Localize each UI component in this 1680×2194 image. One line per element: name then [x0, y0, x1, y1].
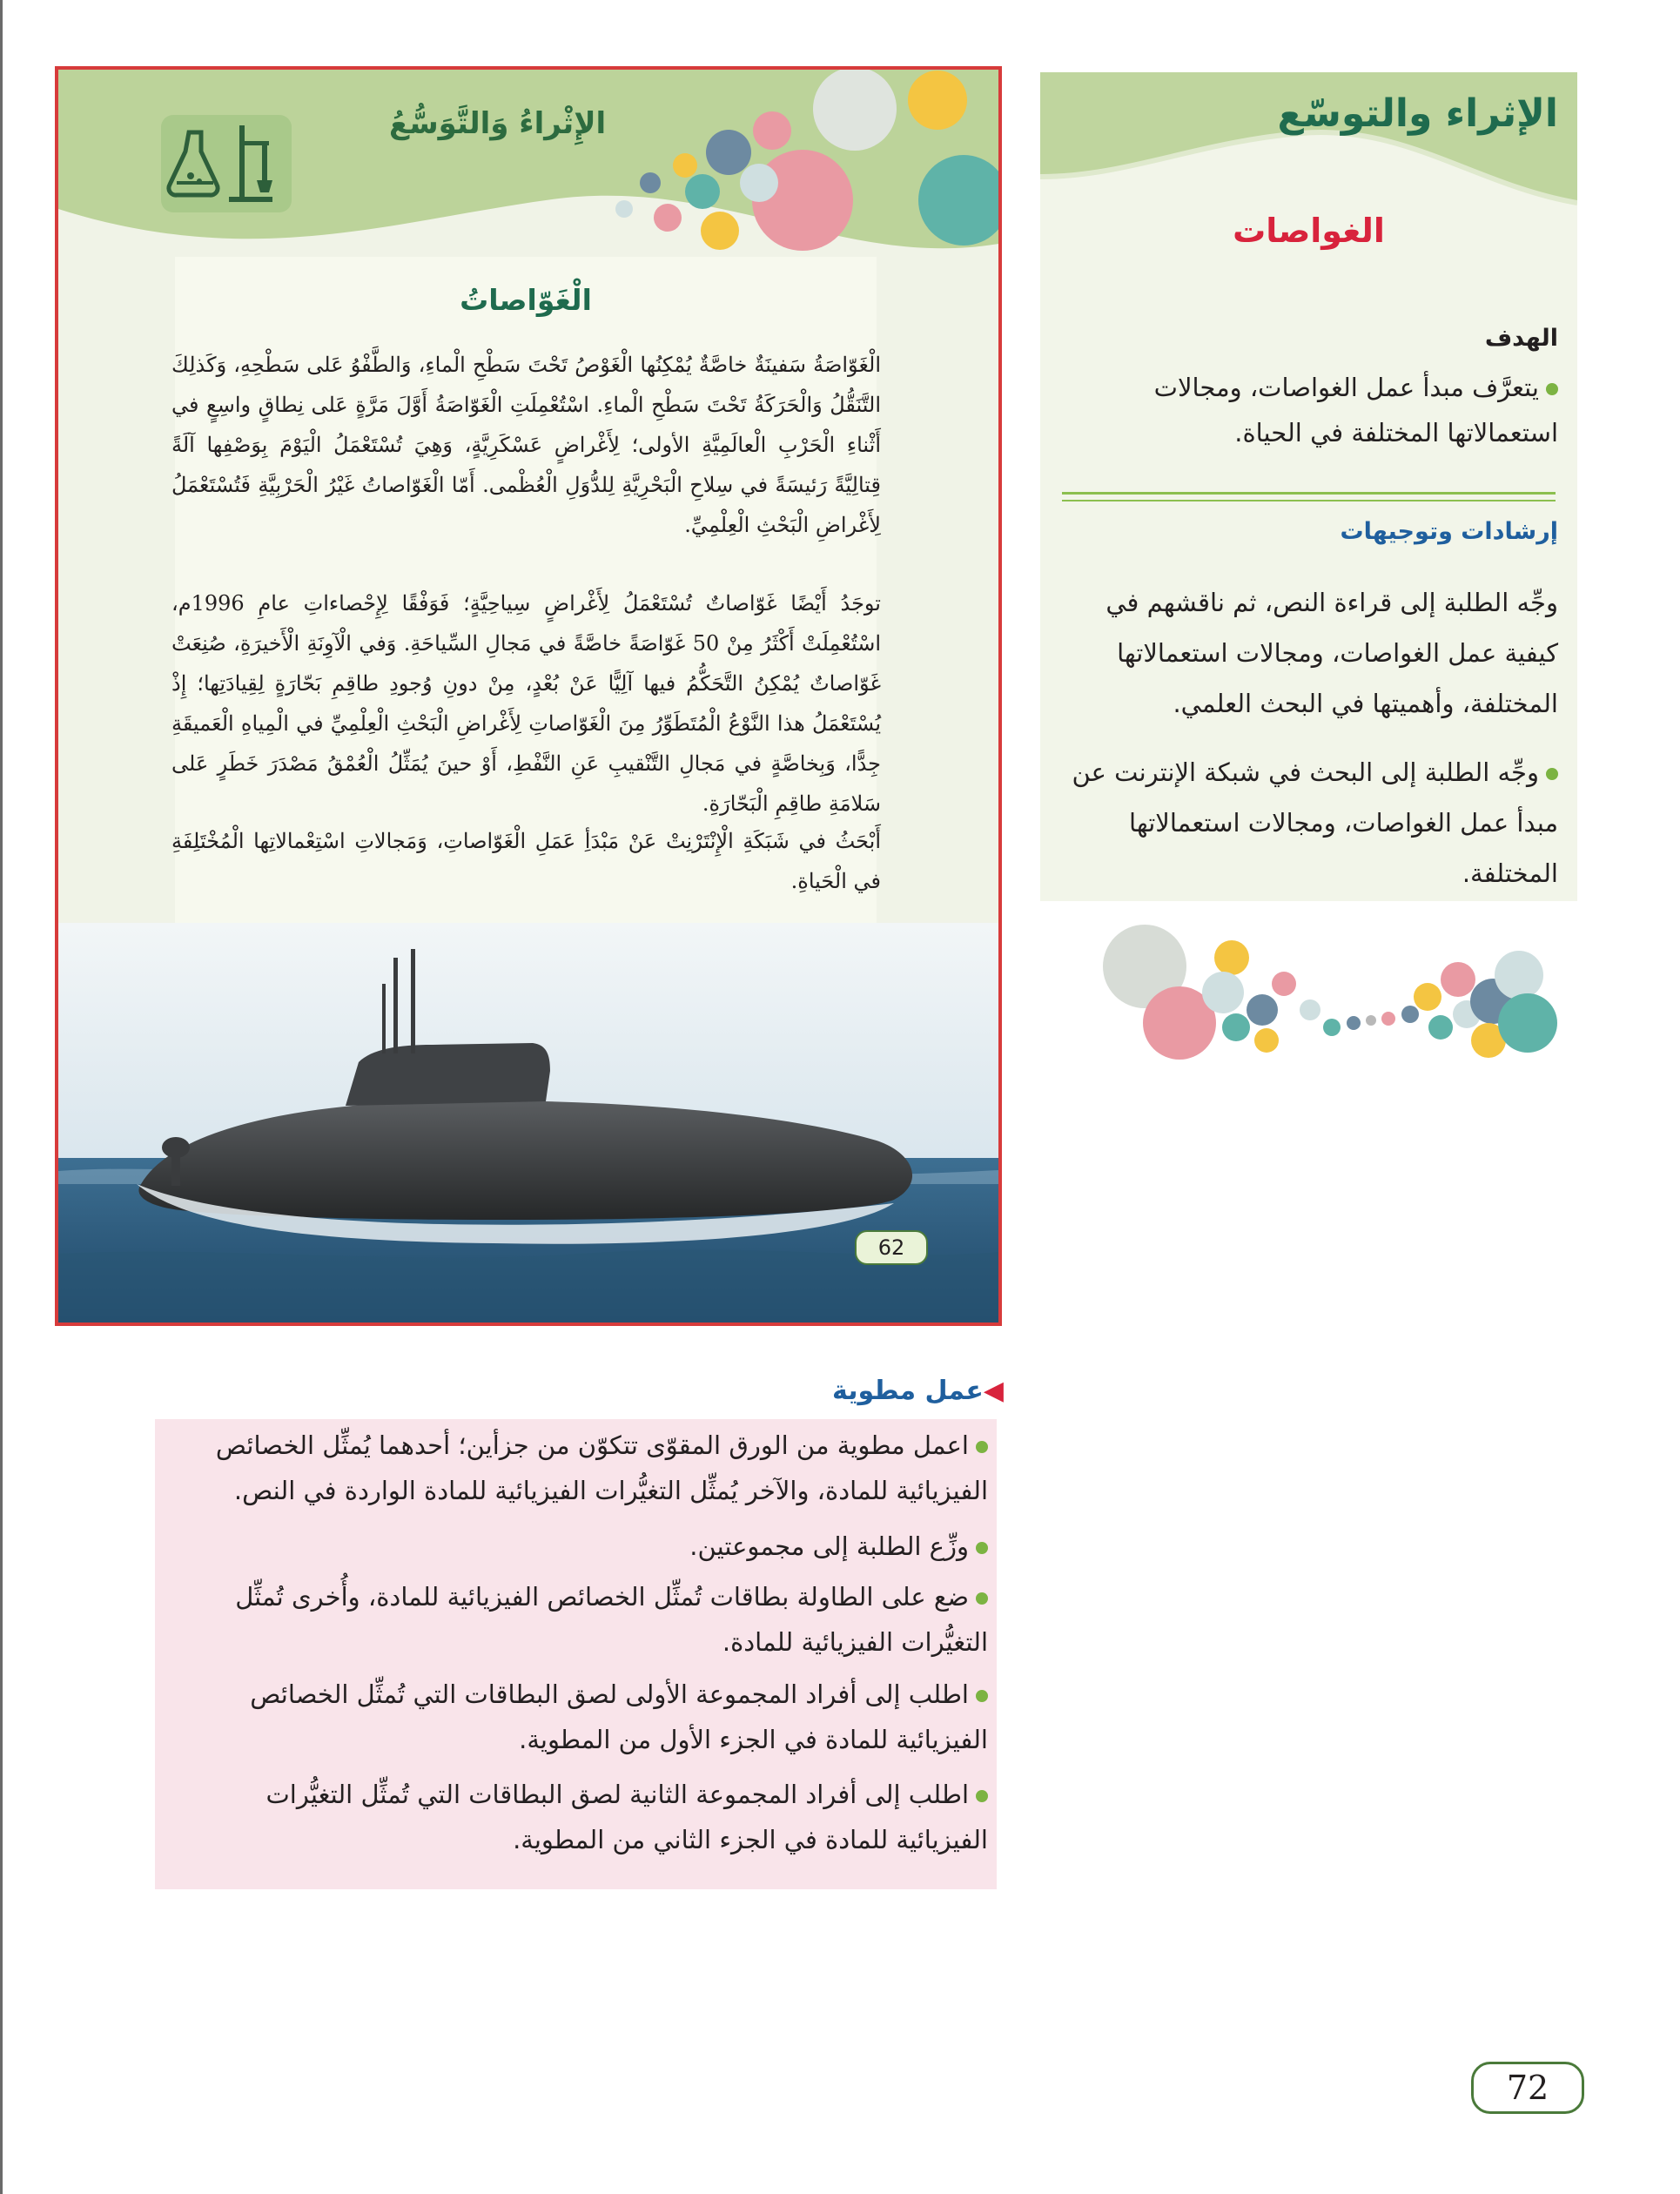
article-title: الْغَوّاصاتُ: [460, 283, 592, 317]
lab-flask-icon: [161, 115, 292, 212]
activity-item: [170, 1772, 988, 1862]
page-edge-line: [0, 0, 3, 2194]
page-number: 72: [1471, 2062, 1584, 2114]
activity-item-text: اطلب إلى أفراد المجموعة الثانية لصق البطاقات التي تُمثِّل التغيُّرات الفيزيائية للمادة في الجزء الثاني من المطوية.: [265, 1780, 988, 1854]
section-divider: [1062, 492, 1556, 501]
activity-item: [170, 1672, 988, 1762]
page-header-title: الإِثْراءُ وَالتَّوَسُّعُ: [389, 106, 607, 141]
guidance-paragraph: وجِّه الطلبة إلى قراءة النص، ثم ناقشهم في كيفية عمل الغواصات، ومجالات استعمالاتها المختلفة، وأهميتها في البحث العلمي.: [1105, 588, 1558, 718]
activity-title: [832, 1376, 1004, 1406]
bullet-icon: [976, 1690, 988, 1702]
activity-item: [170, 1574, 988, 1665]
student-page-number: 62: [855, 1230, 928, 1265]
guidance-heading: إرشادات وتوجيهات: [1340, 518, 1558, 545]
goal-text: يتعرَّف مبدأ عمل الغواصات، ومجالات استعمالاتها المختلفة في الحياة.: [1153, 373, 1558, 448]
teacher-sidebar: [1040, 72, 1577, 901]
activity-item-text: وزِّع الطلبة إلى مجموعتين.: [689, 1531, 969, 1561]
sidebar-subtitle: الغواصات: [1233, 212, 1385, 250]
goal-item: [1062, 365, 1558, 455]
activity-title-text: عمل مطوية: [832, 1376, 984, 1406]
activity-item-text: ضع على الطاولة بطاقات تُمثِّل الخصائص الفيزيائية للمادة، وأُخرى تُمثِّل التغيُّرات الفيزيائية للمادة.: [235, 1582, 988, 1657]
bullet-icon: [976, 1542, 988, 1554]
sidebar-title: الإثراء والتوسّع: [1277, 91, 1558, 136]
submarine-photo: [58, 923, 998, 1323]
guidance-item-text: وجِّه الطلبة إلى البحث في شبكة الإنترنت عن مبدأ عمل الغواصات، ومجالات استعمالاتها المختلفة.: [1072, 757, 1558, 888]
bubble-decoration: [1092, 923, 1562, 1071]
article-paragraph: الْغَوّاصَةُ سَفينَةٌ خاصَّةٌ يُمْكِنُها الْغَوْصُ تَحْتَ سَطْحِ الْماءِ، وَالطَّفْوُ عَلى سَطْحِهِ، وَكَذلِكَ التَّنَقُّلُ وَالْحَرَكَةُ تَحْتَ سَطْحِ الْماءِ. اسْتُعْمِلَتِ الْغَوّاصَةُ أَوَّلَ مَرَّةٍ عَلى نِطاقٍ واسِعٍ في أَثْناءِ الْحَرْبِ الْعالَمِيَّةِ الأولى؛ لِأَغْراضٍ عَسْكَرِيَّةٍ، وَهِيَ تُسْتَعْمَلُ الْيَوْمَ بِوَصْفِها آلَةً قِتالِيَّةً رَئيسَةً في سِلاحِ الْبَحْرِيَّةِ لِلدُّوَلِ الْعُظْمى. أَمّا الْغَوّاصاتُ غَيْرُ الْحَرْبِيَّةِ فَتُسْتَعْمَلُ لِأَغْراضِ الْبَحْثِ الْعِلْمِيِّ.: [171, 353, 881, 537]
bullet-icon: [1546, 768, 1558, 780]
activity-item-text: اعمل مطوية من الورق المقوّى تتكوّن من جزأين؛ أحدهما يُمثِّل الخصائص الفيزيائية للمادة، والآخر يُمثِّل التغيُّرات الفيزيائية للمادة الواردة في النص.: [215, 1430, 988, 1505]
student-book-page: [55, 66, 1002, 1326]
bullet-icon: [976, 1790, 988, 1802]
bullet-icon: [976, 1441, 988, 1453]
arrow-left-icon: ◀: [983, 1376, 1004, 1406]
bullet-icon: [976, 1592, 988, 1605]
activity-item: [170, 1423, 988, 1513]
activity-item-text: اطلب إلى أفراد المجموعة الأولى لصق البطاقات التي تُمثِّل الخصائص الفيزيائية للمادة في الجزء الأول من المطوية.: [250, 1679, 988, 1754]
article-paragraph: أَبْحَثُ في شَبَكَةِ الْإِنْتَرْنِتْ عَنْ مَبْدَأِ عَمَلِ الْغَوّاصاتِ، وَمَجالاتِ اسْتِعْمالاتِها الْمُخْتَلِفَةِ في الْحَياةِ.: [171, 829, 881, 893]
article-paragraph: توجَدُ أَيْضًا غَوّاصاتٌ تُسْتَعْمَلُ لِأَغْراضٍ سِياحِيَّةٍ؛ فَوَفْقًا لِإِحْصاءاتِ عامِ 1996م، اسْتُعْمِلَتْ أَكْثَرُ مِنْ 50 غَوّاصَةً خاصَّةً في مَجالِ السِّياحَةِ. وَفي الْآوِنَةِ الْأَخيرَةِ، صُنِعَتْ غَوّاصاتٌ يُمْكِنُ التَّحَكُّمُ فيها آلِيًّا عَنْ بُعْدٍ، مِنْ دونِ وُجودِ طاقِمِ بَحّارَةٍ لِقِيادَتِها؛ إِذْ يُسْتَعْمَلُ هذا النَّوْعُ الْمُتَطَوِّرُ مِنَ الْغَوّاصاتِ لِأَغْراضِ الْبَحْثِ الْعِلْمِيِّ في الْمِياهِ الْعَميقَةِ جِدًّا، وَبِخاصَّةٍ في مَجالِ التَّنْقيبِ عَنِ النَّفْطِ، أَوْ حينَ يُمَثِّلُ الْعُمْقُ مَصْدَرَ خَطَرٍ عَلى سَلامَةِ طاقِمِ الْبَحّارَةِ.: [171, 591, 882, 816]
bullet-icon: [1546, 383, 1558, 395]
goal-heading: الهدف: [1484, 325, 1558, 352]
guidance-item: [1053, 747, 1558, 898]
activity-item: [170, 1524, 988, 1569]
